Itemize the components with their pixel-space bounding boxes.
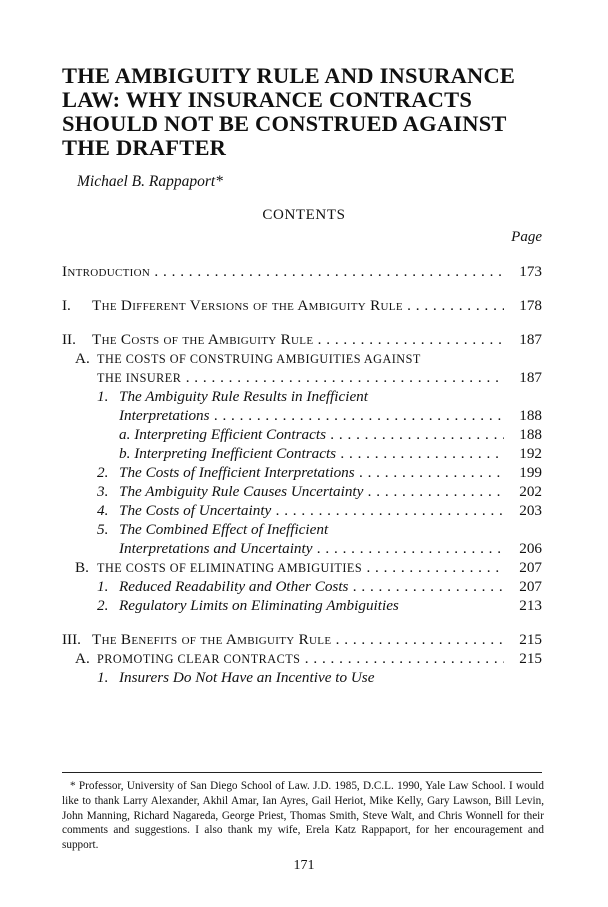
- toc-entry-number: II.: [62, 331, 76, 348]
- footnote-divider: [62, 772, 542, 773]
- toc-entry-text: a. Interpreting Efficient Contracts: [119, 426, 326, 443]
- toc-entry-2a4: [97, 502, 542, 521]
- toc-entry-2a5: [97, 521, 542, 540]
- toc-entry-number: 4.: [97, 502, 109, 519]
- toc-entry-2b: [75, 559, 542, 578]
- toc-entry-number: 1.: [97, 669, 109, 686]
- footnote-text: * Professor, University of San Diego School of Law. J.D. 1985, D.C.L. 1990, Yale Law School. I would like to thank Larry Alexander, Akhil Amar, Ian Ayres, Gail Heriot, Mike Kelly, Gary Lawson, Bill Levin, John Manning, Richard Nagareda, George Priest, Thomas Smith, Steve Walt, and Chris Wonnell for their comments and suggestions. I also thank my wife, Erela Katz Rappaport, for her encouragement and support.: [62, 780, 544, 852]
- toc-entry-number: III.: [62, 631, 81, 648]
- toc-entry-text: Reduced Readability and Other Costs: [119, 578, 349, 595]
- toc-entry-page: 206: [519, 540, 542, 557]
- toc-entry-text: PROMOTING CLEAR CONTRACTS: [97, 652, 301, 666]
- author-footnote: [62, 779, 544, 853]
- page-number: 171: [293, 858, 315, 873]
- toc-entry-3a: [75, 650, 542, 669]
- toc-entry-2a1b: [119, 445, 542, 464]
- toc-entry-2a1: [97, 388, 542, 407]
- toc-entry-text: The Different Versions of the Ambiguity Rule: [92, 297, 403, 314]
- toc-entry-page: 213: [519, 597, 542, 614]
- toc-entry-number: 5.: [97, 521, 109, 538]
- toc-entry-page: 178: [519, 297, 542, 314]
- toc-entry-text: The Combined Effect of Inefficient: [119, 521, 329, 538]
- toc-entry-page: 187: [519, 331, 542, 348]
- toc-entry-number: A.: [75, 350, 90, 367]
- toc-entry-3a1: [97, 669, 542, 688]
- toc-entry-number: B.: [75, 559, 89, 576]
- toc-entry-number: 2.: [97, 597, 109, 614]
- toc-entry-text: The Costs of Inefficient Interpretations: [119, 464, 355, 481]
- author-name: Michael B. Rappaport*: [77, 173, 223, 190]
- toc-entry-number: I.: [62, 297, 71, 314]
- title-line-3: SHOULD NOT BE CONSTRUED AGAINST: [62, 111, 507, 136]
- contents-heading: CONTENTS: [262, 207, 346, 223]
- toc-entry-text: Introduction: [62, 263, 151, 280]
- title-line-2: LAW: WHY INSURANCE CONTRACTS: [62, 87, 473, 112]
- toc-entry-2a1-cont: [119, 407, 542, 426]
- toc-entry-text: The Costs of the Ambiguity Rule: [92, 331, 314, 348]
- toc-entry-text: THE COSTS OF ELIMINATING AMBIGUITIES: [97, 561, 363, 575]
- toc-entry-number: 1.: [97, 578, 109, 595]
- toc-entry-page: 203: [519, 502, 542, 519]
- toc-entry-part-2: [62, 331, 542, 350]
- toc-entry-2a2: [97, 464, 542, 483]
- toc-entry-text: Insurers Do Not Have an Incentive to Use: [119, 669, 375, 686]
- toc-entry-page: 199: [519, 464, 542, 481]
- toc-entry-part-3: [62, 631, 542, 650]
- toc-entry-page: 192: [519, 445, 542, 462]
- title-line-4: THE DRAFTER: [62, 135, 227, 160]
- toc-entry-introduction: [62, 263, 542, 282]
- page-column-label: Page: [511, 229, 542, 245]
- toc-entry-2a5-cont: [119, 540, 542, 559]
- article-title: [62, 64, 562, 160]
- toc-entry-text: Interpretations: [119, 407, 210, 424]
- toc-entry-text: Regulatory Limits on Eliminating Ambiguities: [119, 597, 399, 614]
- toc-entry-text: THE INSURER: [97, 371, 182, 385]
- toc-entry-number: 3.: [97, 483, 109, 500]
- toc-entry-text: The Ambiguity Rule Results in Inefficient: [119, 388, 368, 405]
- toc-entry-page: 188: [519, 407, 542, 424]
- toc-entry-text: The Benefits of the Ambiguity Rule: [92, 631, 332, 648]
- toc-entry-2a1a: [119, 426, 542, 445]
- toc-entry-2b1: [97, 578, 542, 597]
- toc-entry-page: 215: [519, 650, 542, 667]
- toc-entry-page: 207: [519, 578, 542, 595]
- toc-entry-number: 2.: [97, 464, 109, 481]
- toc-entry-text: b. Interpreting Inefficient Contracts: [119, 445, 337, 462]
- toc-entry-2a3: [97, 483, 542, 502]
- toc-entry-number: A.: [75, 650, 90, 667]
- toc-entry-page: 202: [519, 483, 542, 500]
- toc-entry-text: The Ambiguity Rule Causes Uncertainty: [119, 483, 364, 500]
- toc-entry-page: 207: [519, 559, 542, 576]
- toc-entry-page: 188: [519, 426, 542, 443]
- toc-entry-text: THE COSTS OF CONSTRUING AMBIGUITIES AGAINST: [97, 352, 421, 366]
- title-line-1: THE AMBIGUITY RULE AND INSURANCE: [62, 63, 516, 88]
- toc-entry-page: 215: [519, 631, 542, 648]
- toc-entry-part-1: [62, 297, 542, 316]
- toc-entry-text: The Costs of Uncertainty: [119, 502, 272, 519]
- toc-entry-text: Interpretations and Uncertainty: [119, 540, 313, 557]
- toc-entry-page: 173: [519, 263, 542, 280]
- toc-entry-2a: [75, 350, 542, 369]
- toc-entry-2a-cont: [97, 369, 542, 388]
- toc-entry-number: 1.: [97, 388, 109, 405]
- toc-entry-page: 187: [519, 369, 542, 386]
- toc-entry-2b2: [97, 597, 542, 616]
